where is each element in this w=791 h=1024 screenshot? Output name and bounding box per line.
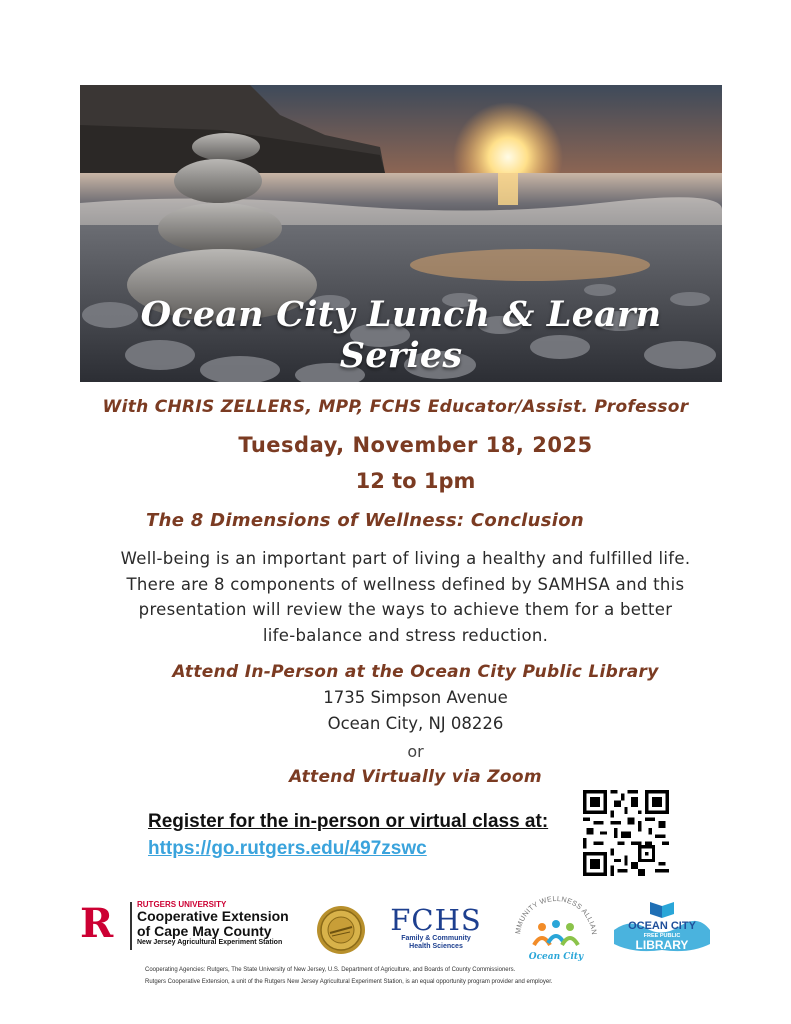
library-name-line-2: FREE PUBLIC (643, 933, 681, 939)
instructor-line: With CHRIS ZELLERS, MPP, FCHS Educator/Assist. Professor (102, 397, 689, 417)
event-description (80, 546, 731, 648)
fchs-subtitle-line-1: Family & Community (401, 935, 471, 942)
community-wellness-alliance-logo (510, 893, 602, 965)
description-line: presentation will review the ways to achieve them for a better (138, 600, 673, 619)
fchs-subtitle-line-2: Health Sciences (409, 943, 463, 950)
rutgers-university-label: RUTGERS UNIVERSITY (137, 900, 227, 909)
registration-link[interactable]: https://go.rutgers.edu/497zswc (148, 838, 427, 859)
address-line-1: 1735 Simpson Avenue (323, 688, 508, 707)
cwa-arc-text: MMUNITY WELLNESS ALLIAN (513, 893, 599, 936)
hero-image (80, 85, 722, 382)
rutgers-cooperative-extension-logo (80, 900, 295, 952)
register-label: Register for the in-person or virtual class at: (148, 811, 549, 832)
coop-extension-line-2: of Cape May County (137, 923, 272, 939)
footer-equal-opportunity: Rutgers Cooperative Extension, a unit of the Rutgers New Jersey Agricultural Experiment Station, is an equal opportunity program provider and employer. (145, 979, 553, 985)
book-icon (650, 902, 674, 918)
rutgers-logo-text (137, 900, 289, 946)
qr-code-icon (583, 790, 669, 876)
in-person-heading: Attend In-Person at the Ocean City Public Library (172, 662, 659, 682)
gold-seal-icon (316, 905, 366, 955)
or-separator: or (407, 742, 424, 761)
description-line: There are 8 components of wellness defined by SAMHSA and this (126, 574, 685, 594)
event-time: 12 to 1pm (355, 469, 476, 493)
cwa-city-text: Ocean City (528, 952, 584, 962)
svg-text:COMMUNITY WELLNESS ALLIANCE (510, 893, 599, 935)
event-date: Tuesday, November 18, 2025 (238, 433, 593, 457)
virtual-heading: Attend Virtually via Zoom (289, 767, 542, 787)
logo-divider (130, 902, 132, 950)
event-topic: The 8 Dimensions of Wellness: Conclusion (146, 510, 585, 531)
ocean-city-library-logo (610, 900, 714, 958)
fchs-wordmark: FCHS (390, 903, 482, 937)
library-name-line-3: LIBRARY (635, 938, 689, 952)
description-line: Well-being is an important part of living a healthy and fulfilled life. (120, 549, 691, 568)
people-icon (534, 920, 578, 945)
library-name-line-1: OCEAN CITY (628, 920, 696, 932)
footer-cooperating-agencies: Cooperating Agencies: Rutgers, The State University of New Jersey, U.S. Department of Agriculture, and Boards of County Commissioners. (145, 967, 516, 973)
qr-code[interactable] (583, 790, 669, 876)
rutgers-r-icon: R (80, 900, 114, 947)
coop-extension-line-1: Cooperative Extension (137, 908, 289, 924)
hero-title: Ocean City Lunch & Learn Series (140, 294, 662, 376)
fchs-logo (390, 905, 482, 951)
address-line-2: Ocean City, NJ 08226 (327, 714, 504, 733)
description-line: life-balance and stress reduction. (262, 625, 549, 645)
njaes-label: New Jersey Agricultural Experiment Station (137, 939, 283, 946)
